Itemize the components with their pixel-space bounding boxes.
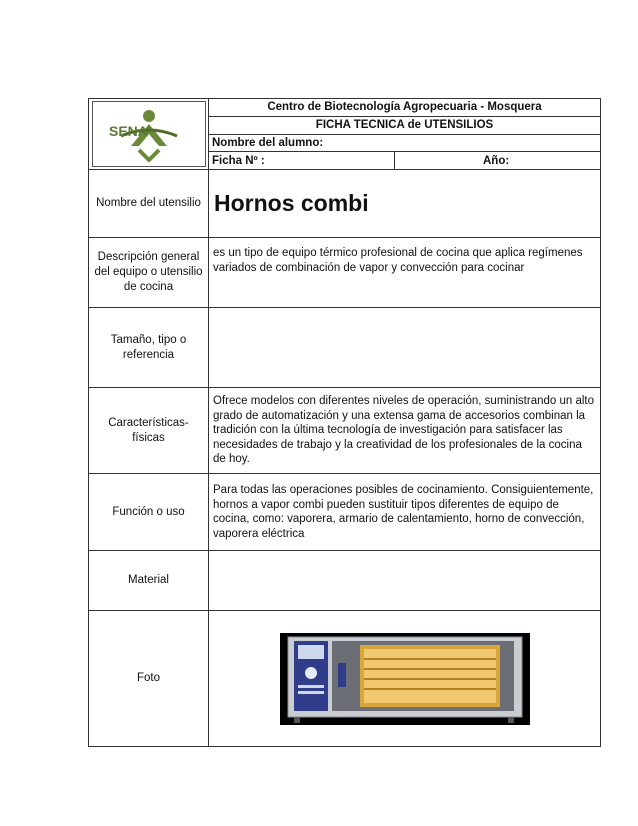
row-label-foto: Foto [89, 611, 209, 747]
svg-text:SENA: SENA [108, 123, 148, 139]
row-label-descripcion: Descripción general del equipo o utensilio de cocina [89, 238, 209, 308]
ficha-number-field: Ficha Nº : [209, 152, 395, 170]
row-label-caracteristicas: Características-físicas [89, 388, 209, 474]
row-label-nombre: Nombre del utensilio [89, 170, 209, 238]
row-label-material: Material [89, 551, 209, 611]
utensil-name: Hornos combi [209, 170, 601, 238]
student-name-field: Nombre del alumno: [209, 134, 601, 152]
row-value-caracteristicas: Ofrece modelos con diferentes niveles de operación, suministrando un alto grado de automatización y una extensa gama de accesorios combinan la tradición con la última tecnología de investigación para satisfacer las necesidades de trabajo y la creatividad de los profesionales de la cocina de hoy. [209, 388, 601, 474]
year-field: Año: [395, 152, 601, 170]
sheet-table [88, 98, 601, 747]
technical-sheet [88, 98, 600, 747]
sheet-title: FICHA TECNICA de UTENSILIOS [209, 116, 601, 134]
row-label-tamano: Tamaño, tipo o referencia [89, 308, 209, 388]
row-value-tamano [209, 308, 601, 388]
center-name: Centro de Biotecnología Agropecuaria - Mosquera [209, 99, 601, 117]
logo-cell [89, 99, 209, 170]
row-label-funcion: Función o uso [89, 474, 209, 551]
sena-logo-icon [101, 106, 197, 162]
row-value-material [209, 551, 601, 611]
sena-logo [92, 101, 206, 167]
combi-oven-photo [280, 633, 530, 725]
row-value-funcion: Para todas las operaciones posibles de cocinamiento. Consiguientemente, hornos a vapor combi pueden sustituir tipos diferentes de equipo de cocina, como: vaporera, armario de calentamiento, horno de convección, vaporera eléctrica [209, 474, 601, 551]
row-value-descripcion: es un tipo de equipo térmico profesional de cocina que aplica regímenes variados de combinación de vapor y convección para cocinar [209, 238, 601, 308]
row-value-foto [209, 611, 601, 747]
